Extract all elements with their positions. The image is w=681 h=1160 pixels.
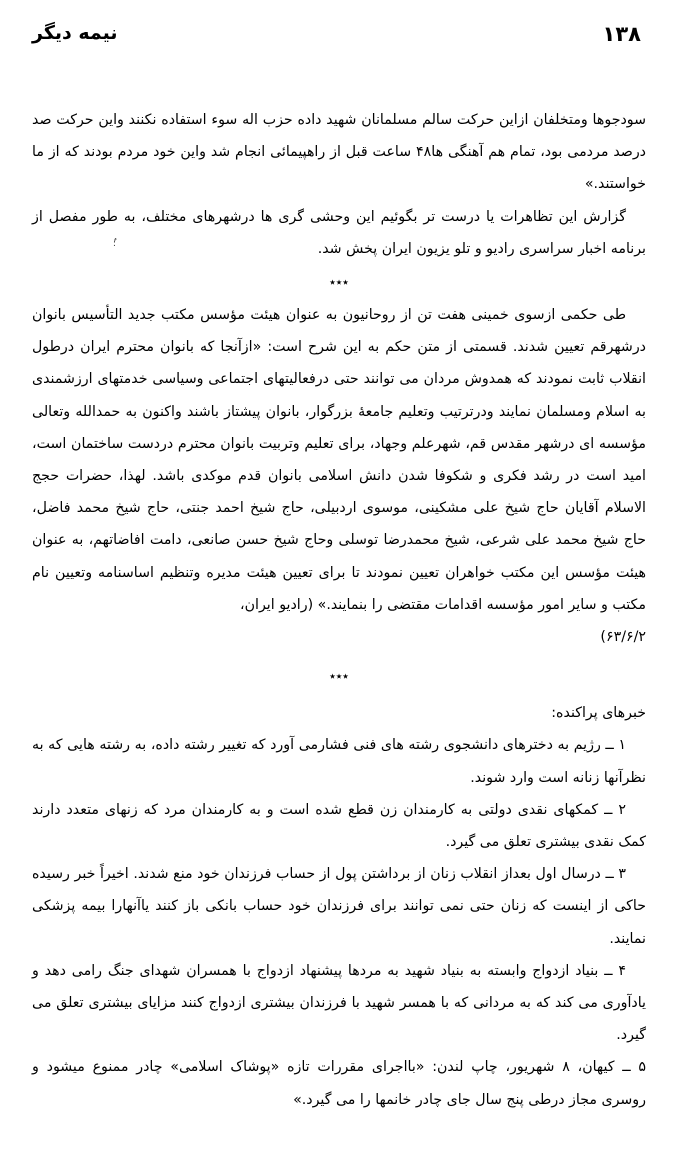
stray-print-mark: ؛ٌ [113, 239, 116, 249]
page-number: ۱۳۸ [602, 22, 641, 46]
news-item-5: ۵ ــ کیهان، ۸ شهریور، چاپ لندن: «بااجرای مقررات تازه «پوشاک اسلامی» چادر ممنوع میشود و روسری مجاز درطی پنج سال جای چادر خانمها را می گیرد.» [32, 1059, 646, 1108]
news-item-4: ۴ ــ بنیاد ازدواج وابسته به بنیاد شهید به مردها پیشنهاد ازدواج با همسران شهدای جنگ رامی دهد و یادآوری می کند که به مردانی که با همسر شهید با فرزندان بیشتری ازدواج کنند مزایای بیشتری تعلق می گیرد. [32, 962, 646, 1044]
page-header [32, 22, 649, 52]
section-separator: ٭٭٭ [329, 669, 349, 684]
news-item-1: ۱ ــ رژیم به دخترهای دانشجوی رشته های فنی فشارمی آورد که تغییر رشته داده، به رشته هایی که به نظرآنها زنانه است وارد شوند. [32, 737, 646, 786]
section-separator: ٭٭٭ [329, 275, 349, 290]
running-title: نیمه دیگر [32, 22, 118, 44]
paragraph-decree: طی حکمی ازسوی خمینی هفت تن از روحانیون به عنوان هیئت مؤسس مکتب جدید التأسیس بانوان درشهرقم تعیین شدند. قسمتی از متن حکم به این شرح است: «ازآنجا که بانوان محترم ایران درطول انقلاب ثابت نمودند که همدوش مردان می توانند حتی درفعالیتهای اجتماعی وسیاسی خدمتهای ارزشمندی به اسلام ومسلمان نمایند ودرترتیب وتعلیم جامعهٔ بزرگوار، بانوان پیشتاز باشند واکنون به حمدالله وتعالی مؤسسه ای درشهر مقدس قم، شهرعلم وجهاد، برای تعلیم وتربیت بانوان محترم دردست ساختمان است، امید است در رشد فکری و شکوفا شدن دانش اسلامی بانوان قدم موکدی باشد. لهذا، حضرات حجج الاسلام آقایان حاج شیخ علی مشکینی، موسوی اردبیلی، حاج شیخ احمد جنتی، حاج شیخ محمد فاضل، حاج شیخ محمد علی شرعی، شیخ محمدرضا توسلی وحاج شیخ حسن صانعی، دامت افاضاتهم، به عنوان هیئت مؤسس این مکتب خواهران تعیین نمودند تا برای تعیین هیئت مدیره وتنظیم اساسنامه وتعیین نام مکتب و سایر امور مؤسسه اقدامات مقتضی را بنمایند.» (رادیو ایران، [32, 307, 646, 613]
decree-date: ۶۳/۶/۲) [600, 629, 646, 646]
paragraph-quote-end: سودجوها ومتخلفان ازاین حرکت سالم مسلمانان شهید داده حزب اله سوء استفاده نکنند واین حرکت صد درصد مردمی بود، تمام هم آهنگی ها۴۸ ساعت قبل از راهپیمائی انجام شد واین خود مردم بودند که از ما خواستند.» [32, 112, 646, 193]
paragraph-broadcast-report: گزارش این تظاهرات یا درست تر بگوئیم این وحشی گری ها درشهرهای مختلف، به طور مفصل از برنامه اخبار سراسری رادیو و تلو یزیون ایران پخش شد. [32, 208, 646, 257]
news-heading: خبرهای پراکنده: [551, 705, 646, 722]
page-body [32, 104, 646, 1116]
news-item-2: ۲ ــ کمکهای نقدی دولتی به کارمندان زن قطع شده است و به کارمندان مرد که زنهای متعدد دارند کمک نقدی بیشتری تعلق می گیرد. [32, 801, 646, 851]
news-item-3: ۳ ــ درسال اول بعداز انقلاب زنان از برداشتن پول از حساب فرزندان خود منع شدند. اخیراً خبر رسیده حاکی از اینست که زنان حتی نمی توانند برای فرزندان خود حساب بانکی باز کنند یاآنهارا بیمه پزشکی نمایند. [32, 866, 646, 947]
